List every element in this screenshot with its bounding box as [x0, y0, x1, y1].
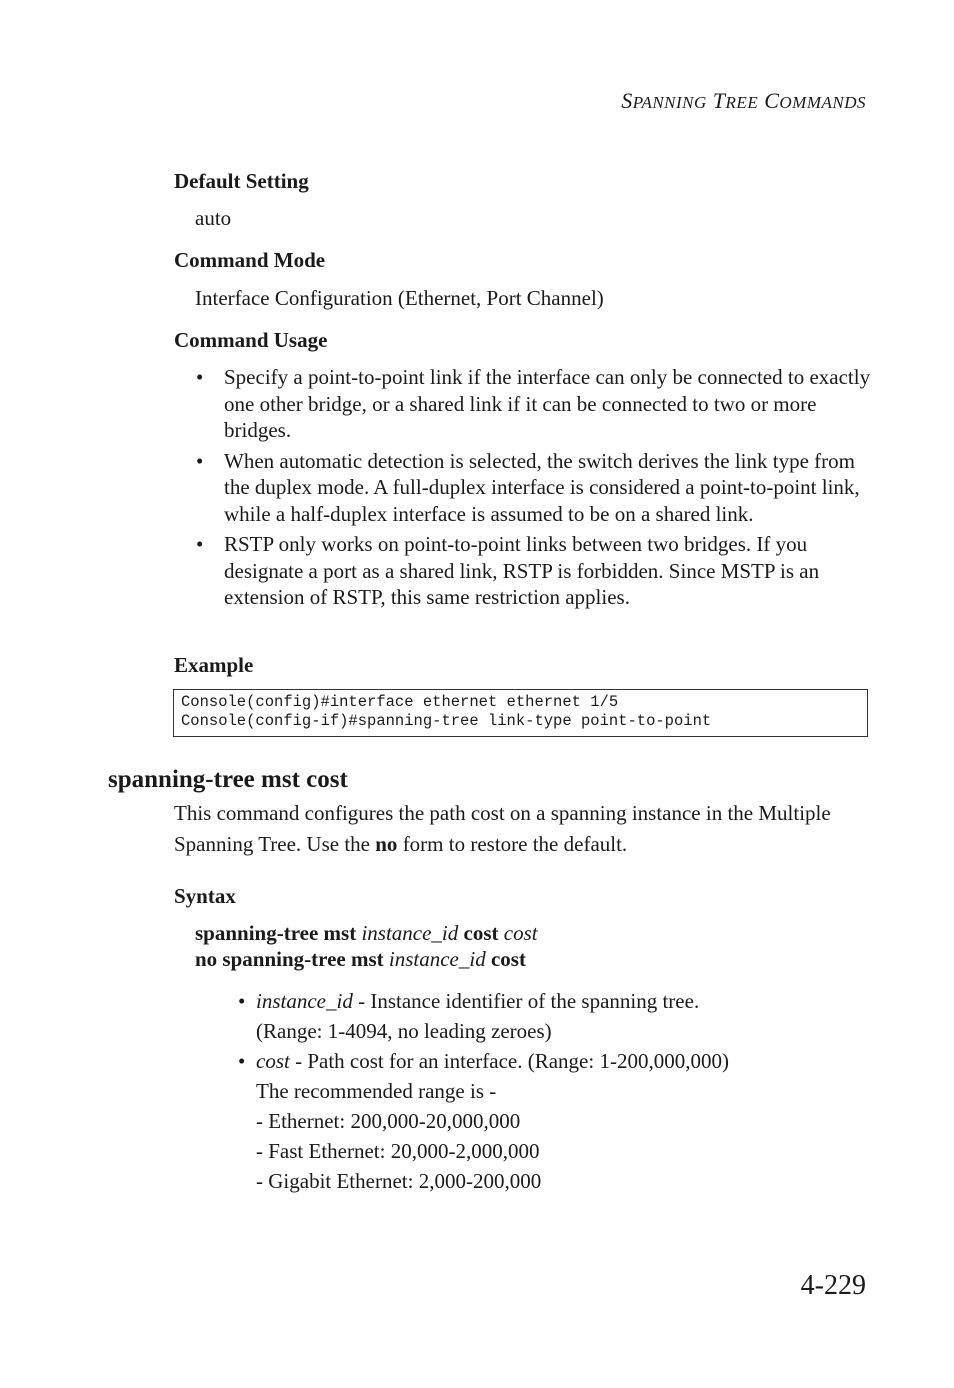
syntax-lines — [195, 920, 538, 972]
list-item: • RSTP only works on point-to-point links between two bridges. If you designate a port as a shared link, RSTP is forbidden. Since MSTP is an extension of RSTP, this same restriction applies. — [196, 532, 820, 609]
command-title: spanning-tree mst cost — [108, 766, 348, 793]
page-number: 4-229 — [800, 1270, 866, 1301]
example-heading: Example — [174, 653, 254, 677]
default-setting-value: auto — [195, 206, 232, 230]
list-item: • instance_id - Instance identifier of the spanning tree. — [238, 989, 700, 1013]
list-item: • When automatic detection is selected, the switch derives the link type from the duplex mode. A full-duplex interface is considered a point-to-point link, while a half-duplex interface is assumed to be on a shared link. — [196, 448, 860, 526]
syntax-line: no spanning-tree mst instance_id cost — [195, 947, 526, 971]
running-header: SPANNING TREE COMMANDS — [621, 88, 866, 113]
syntax-line: spanning-tree mst instance_id cost cost — [195, 921, 538, 945]
command-mode-value: Interface Configuration (Ethernet, Port Channel) — [195, 286, 604, 310]
param-recommended: The recommended range is - — [256, 1079, 497, 1103]
param-range: (Range: 1-4094, no leading zeroes) — [256, 1019, 552, 1043]
command-usage-heading: Command Usage — [174, 328, 328, 352]
code-line: Console(config-if)#spanning-tree link-type point-to-point — [181, 712, 712, 730]
list-item: • Specify a point-to-point link if the interface can only be connected to exactly one other bridge, or a shared link if it can be connected to two or more bridges. — [196, 365, 871, 442]
command-mode-heading: Command Mode — [174, 248, 326, 272]
code-example — [173, 689, 868, 737]
range-item: - Fast Ethernet: 20,000-2,000,000 — [256, 1139, 540, 1163]
command-usage-list — [196, 364, 876, 615]
range-item: - Ethernet: 200,000-20,000,000 — [256, 1109, 521, 1133]
list-item: • cost - Path cost for an interface. (Range: 1-200,000,000) — [238, 1049, 729, 1073]
default-setting-heading: Default Setting — [174, 169, 309, 193]
code-line: Console(config)#interface ethernet ethernet 1/5 — [181, 693, 619, 711]
command-description: This command configures the path cost on a spanning instance in the Multiple Spanning Tree. Use the no form to restore the default. — [174, 801, 831, 856]
range-item: - Gigabit Ethernet: 2,000-200,000 — [256, 1169, 542, 1193]
parameter-list — [236, 986, 856, 1196]
syntax-heading: Syntax — [174, 884, 236, 908]
